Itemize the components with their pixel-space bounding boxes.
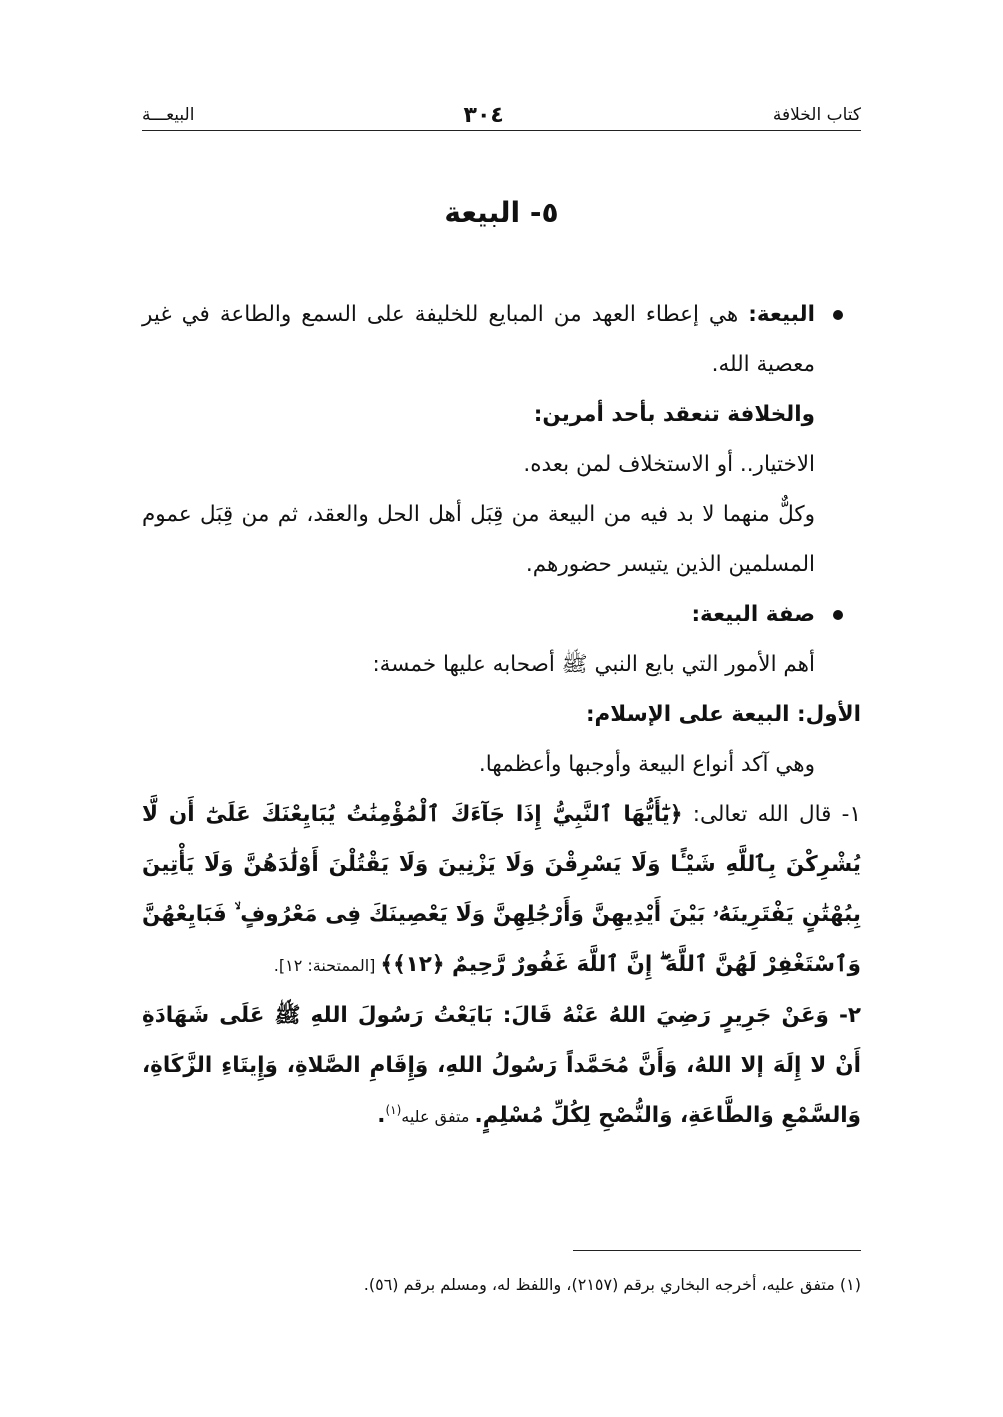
book-title: كتاب الخلافة [772,105,861,125]
evidence-1-intro: ١- قال الله تعالى: [682,802,861,827]
definition-term: البيعة: [748,302,815,327]
definition-text: هي إعطاء العهد من المبايع للخليفة على السمع والطاعة في غير معصية الله. [142,302,815,377]
main-content [142,290,861,1142]
bullet-icon [833,610,843,620]
definition-paragraph [142,290,861,390]
most-important-paragraph: أهم الأمور التي بايع النبي ﷺ أصحابه عليها خمسة: [372,652,815,677]
sifa-heading [142,590,861,640]
evidence-1 [142,790,861,991]
hadith-note: متفق عليه [401,1107,475,1126]
footnote: (١) متفق عليه، أخرجه البخاري برقم (٢١٥٧)، واللفظ له، ومسلم برقم (٥٦). [363,1275,861,1294]
hadith-end: . [377,1103,386,1128]
bullet-icon [833,310,843,320]
quran-verse: ﴿يَٰٓأَيُّهَا ٱلنَّبِيُّ إِذَا جَآءَكَ ٱلْمُؤْمِنَٰتُ يُبَايِعْنَكَ عَلَىٰٓ أَن لَّا يُشْرِكْنَ بِٱللَّهِ شَيْـًٔا وَلَا يَسْرِقْنَ وَلَا يَزْنِينَ وَلَا يَقْتُلْنَ أَوْلَٰدَهُنَّ وَلَا يَأْتِينَ بِبُهْتَٰنٍ يَفْتَرِينَهُۥ بَيْنَ أَيْدِيهِنَّ وَأَرْجُلِهِنَّ وَلَا يَعْصِينَكَ فِى مَعْرُوفٍ ۙ فَبَايِعْهُنَّ وَٱسْتَغْفِرْ لَهُنَّ ٱللَّهَ ۖ إِنَّ ٱللَّهَ غَفُورٌ رَّحِيمٌ ﴿١٢﴾﴾ [142,802,861,977]
verse-reference: [الممتحنة: ١٢]. [273,956,381,975]
first-description: وهي آكد أنواع البيعة وأوجبها وأعظمها. [478,752,815,777]
sifa-heading-text: صفة البيعة: [691,602,815,627]
first-heading: الأول: البيعة على الإسلام: [585,702,861,727]
page-number: ٣٠٤ [463,102,504,128]
chapter-title: ٥- البيعة [444,196,559,229]
footnote-marker: (١) [385,1102,402,1117]
evidence-2 [142,991,861,1142]
section-title: البيعـــة [142,105,195,125]
footnote-divider [573,1250,861,1251]
khilafa-heading: والخلافة تنعقد بأحد أمرين: [533,402,815,427]
page-header [142,98,861,132]
header-divider [142,130,861,131]
both-need-bayah-paragraph: وكلٌّ منهما لا بد فيه من البيعة من قِبَل أهل الحل والعقد، ثم من قِبَل عموم المسلمين الذين يتيسر حضورهم. [142,502,815,577]
two-ways-paragraph: الاختيار.. أو الاستخلاف لمن بعده. [523,452,815,477]
hadith-text: ٢- وَعَنْ جَرِيرٍ رَضِيَ اللهُ عَنْهُ قَالَ: بَايَعْتُ رَسُولَ اللهِ ﷺ عَلَى شَهَادَةِ أَنْ لا إِلَهَ إلا اللهُ، وَأَنَّ مُحَمَّداً رَسُولُ اللهِ، وَإِقَامِ الصَّلاةِ، وَإِيتَاءِ الزَّكَاةِ، وَالسَّمْعِ وَالطَّاعَةِ، وَالنُّصْحِ لِكُلِّ مُسْلِمٍ. [142,1003,861,1128]
